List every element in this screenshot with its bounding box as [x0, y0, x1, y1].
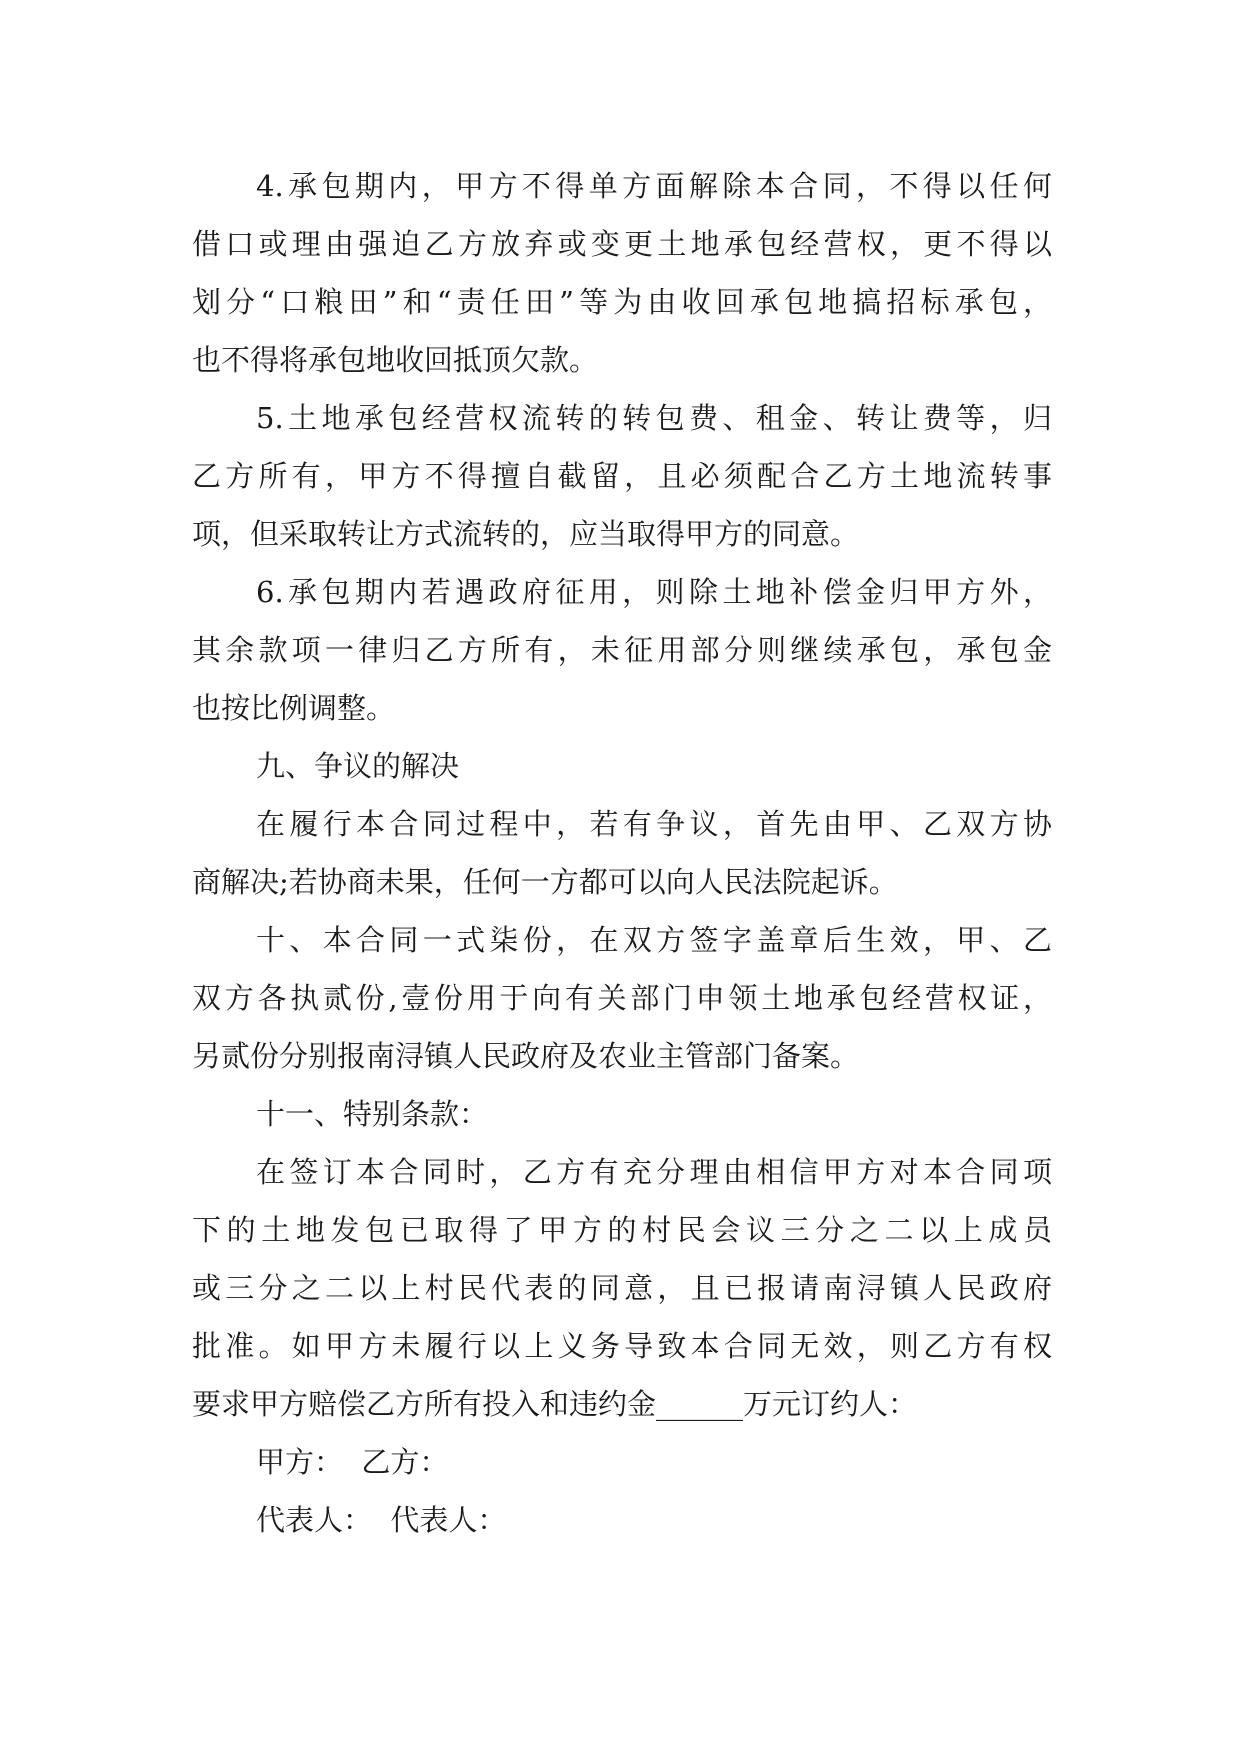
section-10-line-3: 另贰份分别报南浔镇人民政府及农业主管部门备案。	[192, 1039, 860, 1073]
section-11-line-2: 下的土地发包已取得了甲方的村民会议三分之二以上成员	[192, 1213, 1052, 1247]
section-9-heading: 九、争议的解决	[256, 749, 460, 783]
signatory-parties: 甲方： 乙方：	[256, 1445, 449, 1479]
clause-6-line-3: 也按比例调整。	[192, 691, 396, 725]
signatory-representatives: 代表人： 代表人：	[256, 1503, 507, 1537]
section-11-line-3: 或三分之二以上村民代表的同意，且已报请南浔镇人民政府	[192, 1271, 1052, 1305]
clause-6-line-2: 其余款项一律归乙方所有，未征用部分则继续承包，承包金	[192, 633, 1052, 667]
section-11-line-5: 要求甲方赔偿乙方所有投入和违约金______万元订约人：	[192, 1387, 918, 1421]
section-10-line-2: 双方各执贰份,壹份用于向有关部门申领土地承包经营权证，	[192, 981, 1052, 1015]
clause-5-line-3: 项，但采取转让方式流转的，应当取得甲方的同意。	[192, 517, 860, 551]
section-9-line-1: 在履行本合同过程中，若有争议，首先由甲、乙双方协	[256, 807, 1052, 841]
section-11-heading: 十一、特别条款：	[256, 1097, 489, 1131]
clause-5-line-1: 5.土地承包经营权流转的转包费、租金、转让费等，归	[256, 401, 1052, 435]
section-9-line-2: 商解决;若协商未果，任何一方都可以向人民法院起诉。	[192, 865, 898, 899]
clause-5-line-2: 乙方所有，甲方不得擅自截留，且必须配合乙方土地流转事	[192, 459, 1052, 493]
document-body	[192, 157, 1052, 1549]
clause-6-line-1: 6.承包期内若遇政府征用，则除土地补偿金归甲方外，	[256, 575, 1052, 609]
section-11-line-1: 在签订本合同时，乙方有充分理由相信甲方对本合同项	[256, 1155, 1052, 1189]
section-11-line-4: 批准。如甲方未履行以上义务导致本合同无效，则乙方有权	[192, 1329, 1052, 1363]
clause-4-line-2: 借口或理由强迫乙方放弃或变更土地承包经营权，更不得以	[192, 227, 1052, 261]
clause-4-line-1: 4.承包期内，甲方不得单方面解除本合同，不得以任何	[256, 169, 1052, 203]
section-10-line-1: 十、本合同一式柒份，在双方签字盖章后生效，甲、乙	[256, 923, 1052, 957]
clause-4-line-3: 划分“口粮田”和“责任田”等为由收回承包地搞招标承包，	[192, 285, 1052, 319]
clause-4-line-4: 也不得将承包地收回抵顶欠款。	[192, 343, 599, 377]
